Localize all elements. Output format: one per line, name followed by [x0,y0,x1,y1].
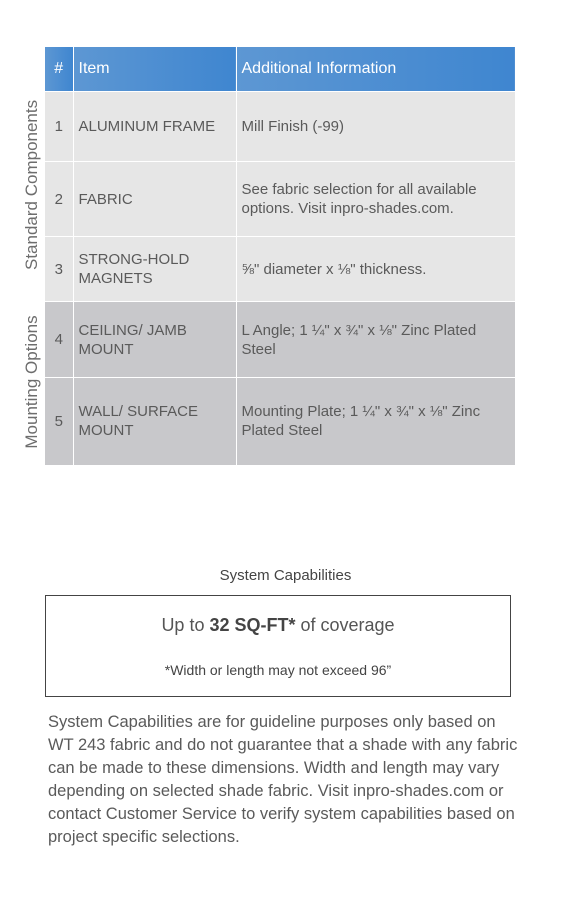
row-info: Mill Finish (-99) [236,92,515,162]
row-item: FABRIC [73,162,236,237]
row-num: 5 [45,378,73,465]
row-info: See fabric selection for all available options. Visit inpro-shades.com. [236,162,515,237]
table-row [45,162,515,237]
coverage-value: 32 SQ-FT* [209,615,296,635]
row-item: STRONG-HOLD MAGNETS [73,237,236,302]
header-info: Additional Information [236,47,515,92]
row-info: Mounting Plate; 1 ¼" x ¾" x ⅛" Zinc Plated Steel [236,378,515,465]
coverage-note: *Width or length may not exceed 96” [164,662,392,678]
table-row [45,92,515,162]
row-num: 1 [45,92,73,162]
row-item: ALUMINUM FRAME [73,92,236,162]
row-item: WALL/ SURFACE MOUNT [73,378,236,465]
row-info: ⅝" diameter x ⅛" thickness. [236,237,515,302]
row-num: 4 [45,302,73,378]
standard-components-label: Standard Components [22,99,41,270]
table-row [45,378,515,465]
coverage-prefix: Up to [161,615,210,635]
coverage-line [46,615,510,636]
table-header-row [45,47,515,92]
components-table [45,47,515,465]
row-num: 2 [45,162,73,237]
header-item: Item [73,47,236,92]
row-num: 3 [45,237,73,302]
capabilities-box [45,595,511,697]
row-item: CEILING/ JAMB MOUNT [73,302,236,378]
table-row [45,302,515,378]
row-info: L Angle; 1 ¼" x ¾" x ⅛" Zinc Plated Steel [236,302,515,378]
capabilities-title: System Capabilities [219,567,352,584]
header-num: # [45,47,73,92]
disclaimer-text: System Capabilities are for guideline purposes only based on WT 243 fabric and do not guarantee that a shade with any fabric can be made to these dimensions. Width and length may vary depending on selected shade fabric. Visit inpro-shades.com or contact Customer Service to verify system capabilities based on project specific selections. [48,713,518,846]
coverage-suffix: of coverage [295,615,395,635]
table-row [45,237,515,302]
mounting-options-label: Mounting Options [22,315,41,449]
